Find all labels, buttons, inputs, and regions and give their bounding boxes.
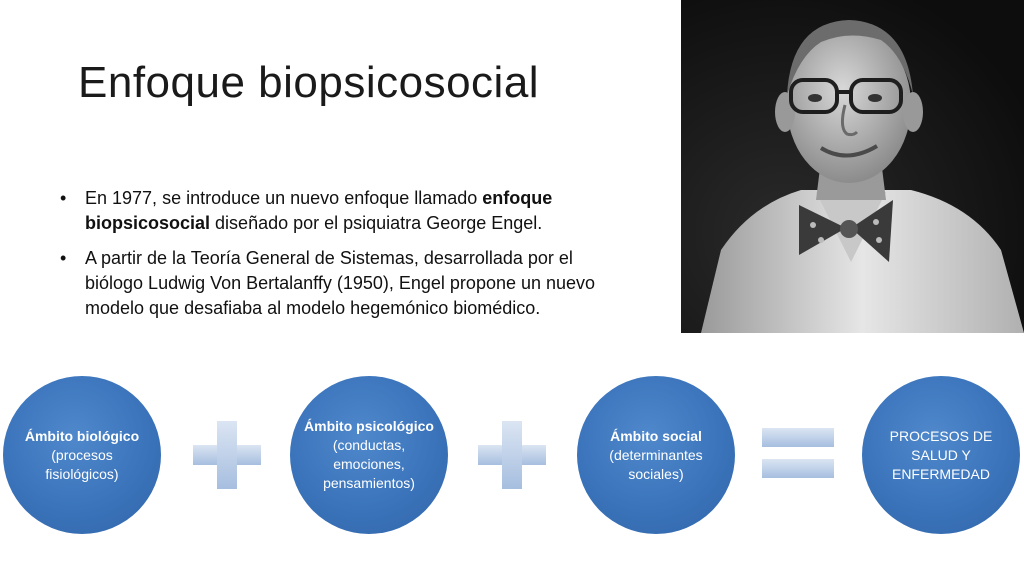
equals-icon	[762, 428, 834, 478]
circle-psychological	[290, 376, 448, 534]
circle-social	[577, 376, 735, 534]
bullet-item	[58, 246, 618, 321]
slide-title: Enfoque biopsicosocial	[78, 58, 540, 107]
bullet-emphasis: enfoque biopsicosocial	[85, 188, 553, 233]
circle-biological	[3, 376, 161, 534]
circle-result-text: PROCESOS DE SALUD Y ENFERMEDAD	[889, 427, 993, 482]
bullet-list	[58, 186, 618, 331]
portrait-image	[681, 0, 1024, 333]
circle-subtitle: (determinantes sociales)	[609, 446, 703, 482]
circle-title: Ámbito psicológico	[304, 418, 434, 434]
portrait-photo	[681, 0, 1024, 333]
circle-title: Ámbito social	[610, 427, 702, 444]
circle-subtitle: (procesos fisiológicos)	[45, 446, 119, 482]
circle-subtitle: (conductas, emociones, pensamientos)	[323, 437, 415, 491]
circle-health-processes	[862, 376, 1020, 534]
plus-icon	[193, 421, 261, 489]
plus-icon	[478, 421, 546, 489]
bullet-text: diseñado por el psiquiatra George Engel.	[210, 213, 543, 233]
bullet-text: A partir de la Teoría General de Sistemas, desarrollada por el biólogo Ludwig Von Bertalanffy (1950), Engel propone un nuevo modelo que desafiaba al modelo hegemónico biomédico.	[85, 248, 596, 318]
circle-title: Ámbito biológico	[24, 427, 140, 444]
bullet-item	[58, 186, 618, 236]
bullet-text: En 1977, se introduce un nuevo enfoque llamado	[85, 188, 483, 208]
